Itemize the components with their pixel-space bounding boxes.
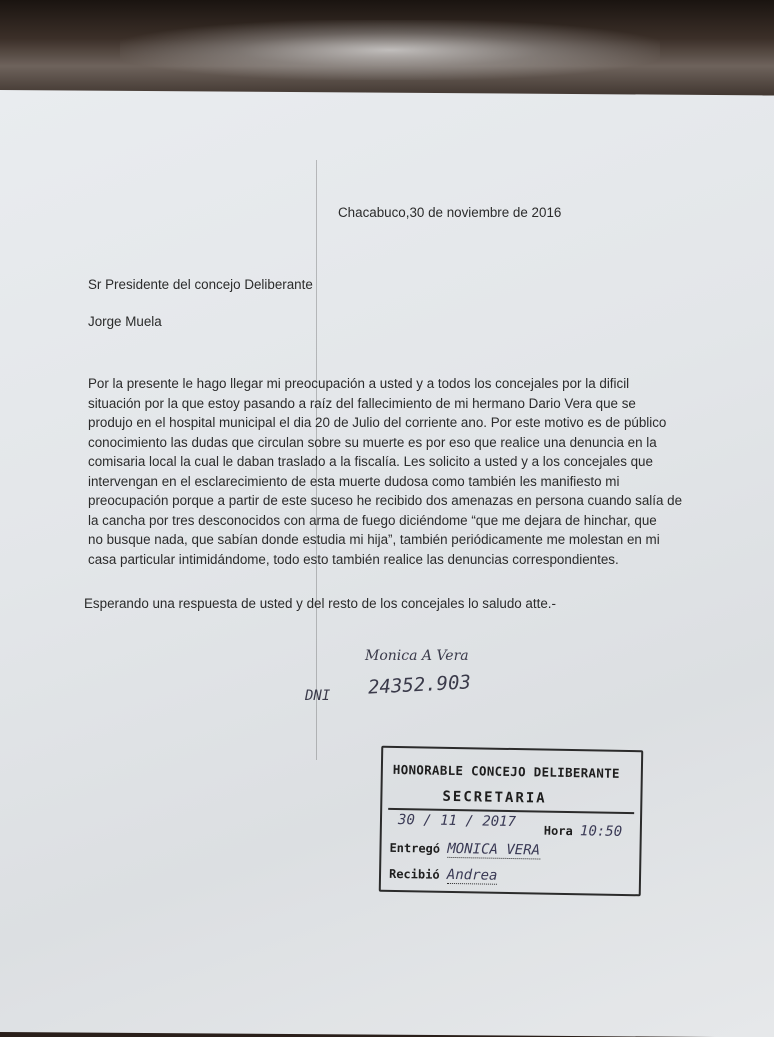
body-line: la cancha por tres desconocidos con arma de fuego diciéndome “que me dejara de hinchar, que: [88, 512, 657, 528]
body-line: intervengan en el esclarecimiento de esta muerte dudosa como también les manifiesto mi: [88, 473, 620, 489]
light-glare: [120, 20, 660, 80]
stamp-date-value: 30 / 11 / 2017: [397, 812, 517, 831]
body-line: situación por la que estoy pasando a raíz del fallecimiento de mi hermano Dario Vera que se: [88, 395, 636, 411]
body-line: Por la presente le hago llegar mi preocupación a usted y a todos los concejales por la dificil: [88, 376, 630, 391]
dni-number: 24352.903: [367, 671, 472, 699]
stamp-entrego-value: MONICA VERA: [447, 840, 541, 859]
dni-label: DNI: [305, 688, 331, 704]
stamp-hora-label: Hora: [543, 823, 573, 839]
body-line: comisaria local la cual le daban traslado a la fiscalía. Les solicito a usted y a los concejales que: [88, 454, 653, 469]
stamp-hora-value: 10:50: [579, 823, 623, 840]
stamp-recibio-value: Andrea: [446, 866, 498, 884]
body-line: preocupación porque a partir de este suceso he recibido dos amenazas en persona cuando salía de: [88, 493, 683, 508]
body-line: no busque nada, que sabían donde estudia mi hija”, también periódicamente me molestan en mi: [88, 532, 660, 547]
stamp-department: SECRETARIA: [442, 788, 547, 807]
letter-closing: Esperando una respuesta de usted y del resto de los concejales lo saludo atte.-: [84, 596, 556, 611]
stamp-date-row: [398, 812, 516, 830]
body-line: casa particular intimidándome, todo esto también realice las denuncias correspondientes.: [88, 551, 619, 567]
stamp-entrego-label: Entregó: [389, 840, 441, 856]
stamp-hora-row: [544, 823, 623, 840]
letter-body: [88, 374, 688, 569]
letter-recipient-name: Jorge Muela: [88, 314, 162, 329]
stamp-recibio-label: Recibió: [388, 866, 440, 882]
body-line: conocimiento las dudas que circulan sobre su muerte es por eso que realice una denuncia en la: [88, 434, 657, 450]
letter-addressee: Sr Presidente del concejo Deliberante: [88, 277, 313, 292]
stamp-recibio-row: [389, 866, 498, 885]
stamp-entrego-row: [389, 840, 540, 860]
letter-date: Chacabuco,30 de noviembre de 2016: [338, 205, 562, 220]
reception-stamp: [379, 746, 644, 897]
stamp-title: HONORABLE CONCEJO DELIBERANTE: [392, 761, 620, 781]
body-line: produjo en el hospital municipal el dia 20 de Julio del corriente ano. Por este motivo es de público: [88, 415, 667, 430]
handwritten-signature: Monica A Vera: [365, 648, 469, 664]
